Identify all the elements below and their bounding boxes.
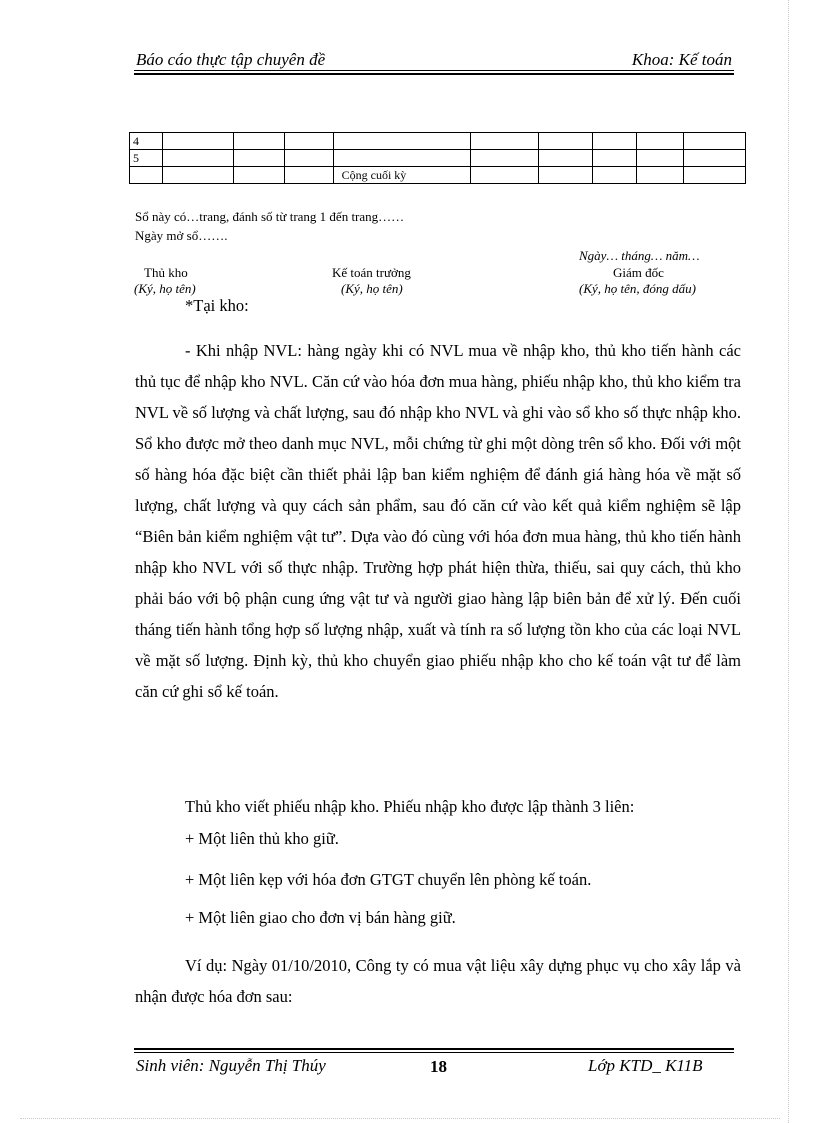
table-row	[130, 150, 746, 167]
paragraph-receiving: - Khi nhập NVL: hàng ngày khi có NVL mua về nhập kho, thủ kho tiến hành các thủ tục để nhập kho NVL. Căn cứ vào hóa đơn mua hàng, phiếu nhập kho, thủ kho kiểm tra NVL về số lượng và chất lượng, sau đó nhập kho NVL và ghi vào sổ kho số thực nhập kho. Sổ kho được mở theo danh mục NVL, mỗi chứng từ ghi một dòng trên sổ kho. Đối với một số hàng hóa đặc biệt cần thiết phải lập ban kiểm nghiệm để đánh giá hàng hóa về mặt số lượng, chất lượng và quy cách sản phẩm, sau đó căn cứ vào kết quả kiểm nghiệm sẽ lập “Biên bản kiểm nghiệm vật tư”. Dựa vào đó cùng với hóa đơn mua hàng, thủ kho tiến hành nhập kho NVL với số thực nhập. Trường hợp phát hiện thừa, thiếu, sai quy cách, thủ kho phải báo với bộ phận cung ứng vật tư và người giao hàng lập biên bản để xử lý. Đến cuối tháng tiến hành tổng hợp số lượng nhập, xuất và tính ra số lượng tồn kho của các loại NVL về mặt số lượng. Định kỳ, thủ kho chuyển giao phiếu nhập kho cho kế toán vật tư để làm căn cứ ghi sổ kế toán.	[135, 341, 741, 701]
list-item: + Một liên thủ kho giữ.	[185, 829, 339, 848]
row-number: 5	[130, 150, 163, 167]
paragraph-receipt-copies: Thủ kho viết phiếu nhập kho. Phiếu nhập kho được lập thành 3 liên:	[185, 797, 635, 816]
ledger-open-date-note: Ngày mở sổ…….	[135, 228, 228, 243]
row-number: 4	[130, 133, 163, 150]
paragraph-example: Ví dụ: Ngày 01/10/2010, Công ty có mua vật liệu xây dựng phục vụ cho xây lắp và nhận được hóa đơn sau:	[135, 956, 741, 1006]
table-row	[130, 133, 746, 150]
row-label	[333, 150, 471, 167]
page-bottom-dots	[20, 1118, 780, 1120]
total-label: Cộng cuối kỳ	[333, 167, 471, 184]
footer-class: Lớp KTD_ K11B	[588, 1056, 703, 1075]
row-label	[333, 133, 471, 150]
header-report-title: Báo cáo thực tập chuyên đề	[136, 50, 326, 69]
signature-date-line: Ngày… tháng… năm…	[579, 248, 700, 263]
footer-student: Sinh viên: Nguyễn Thị Thúy	[136, 1056, 326, 1075]
table-row-total	[130, 167, 746, 184]
list-item: + Một liên giao cho đơn vị bán hàng giữ.	[185, 908, 456, 927]
director-title: Giám đốc	[613, 265, 664, 280]
page-header	[134, 46, 734, 72]
list-item: + Một liên kẹp với hóa đơn GTGT chuyển lên phòng kế toán.	[185, 870, 592, 889]
row-number	[130, 167, 163, 184]
section-title: *Tại kho:	[185, 296, 249, 315]
header-rule-thick	[134, 73, 734, 75]
storekeeper-sign-note: (Ký, họ tên)	[134, 281, 196, 296]
chief-accountant-sign-note: (Ký, họ tên)	[341, 281, 403, 296]
footer-rule-thin	[134, 1052, 734, 1053]
ledger-table	[129, 132, 746, 184]
director-sign-note: (Ký, họ tên, đóng dấu)	[579, 281, 696, 296]
storekeeper-title: Thủ kho	[144, 265, 188, 280]
page-number: 18	[430, 1057, 447, 1076]
ledger-pages-note: Sổ này có…trang, đánh số từ trang 1 đến trang……	[135, 209, 405, 224]
footer-rule-thick	[134, 1048, 734, 1050]
header-rule-thin	[134, 70, 734, 71]
chief-accountant-title: Kế toán trưởng	[332, 265, 411, 280]
header-department: Khoa: Kế toán	[631, 50, 732, 69]
page-edge-dots	[788, 0, 790, 1123]
